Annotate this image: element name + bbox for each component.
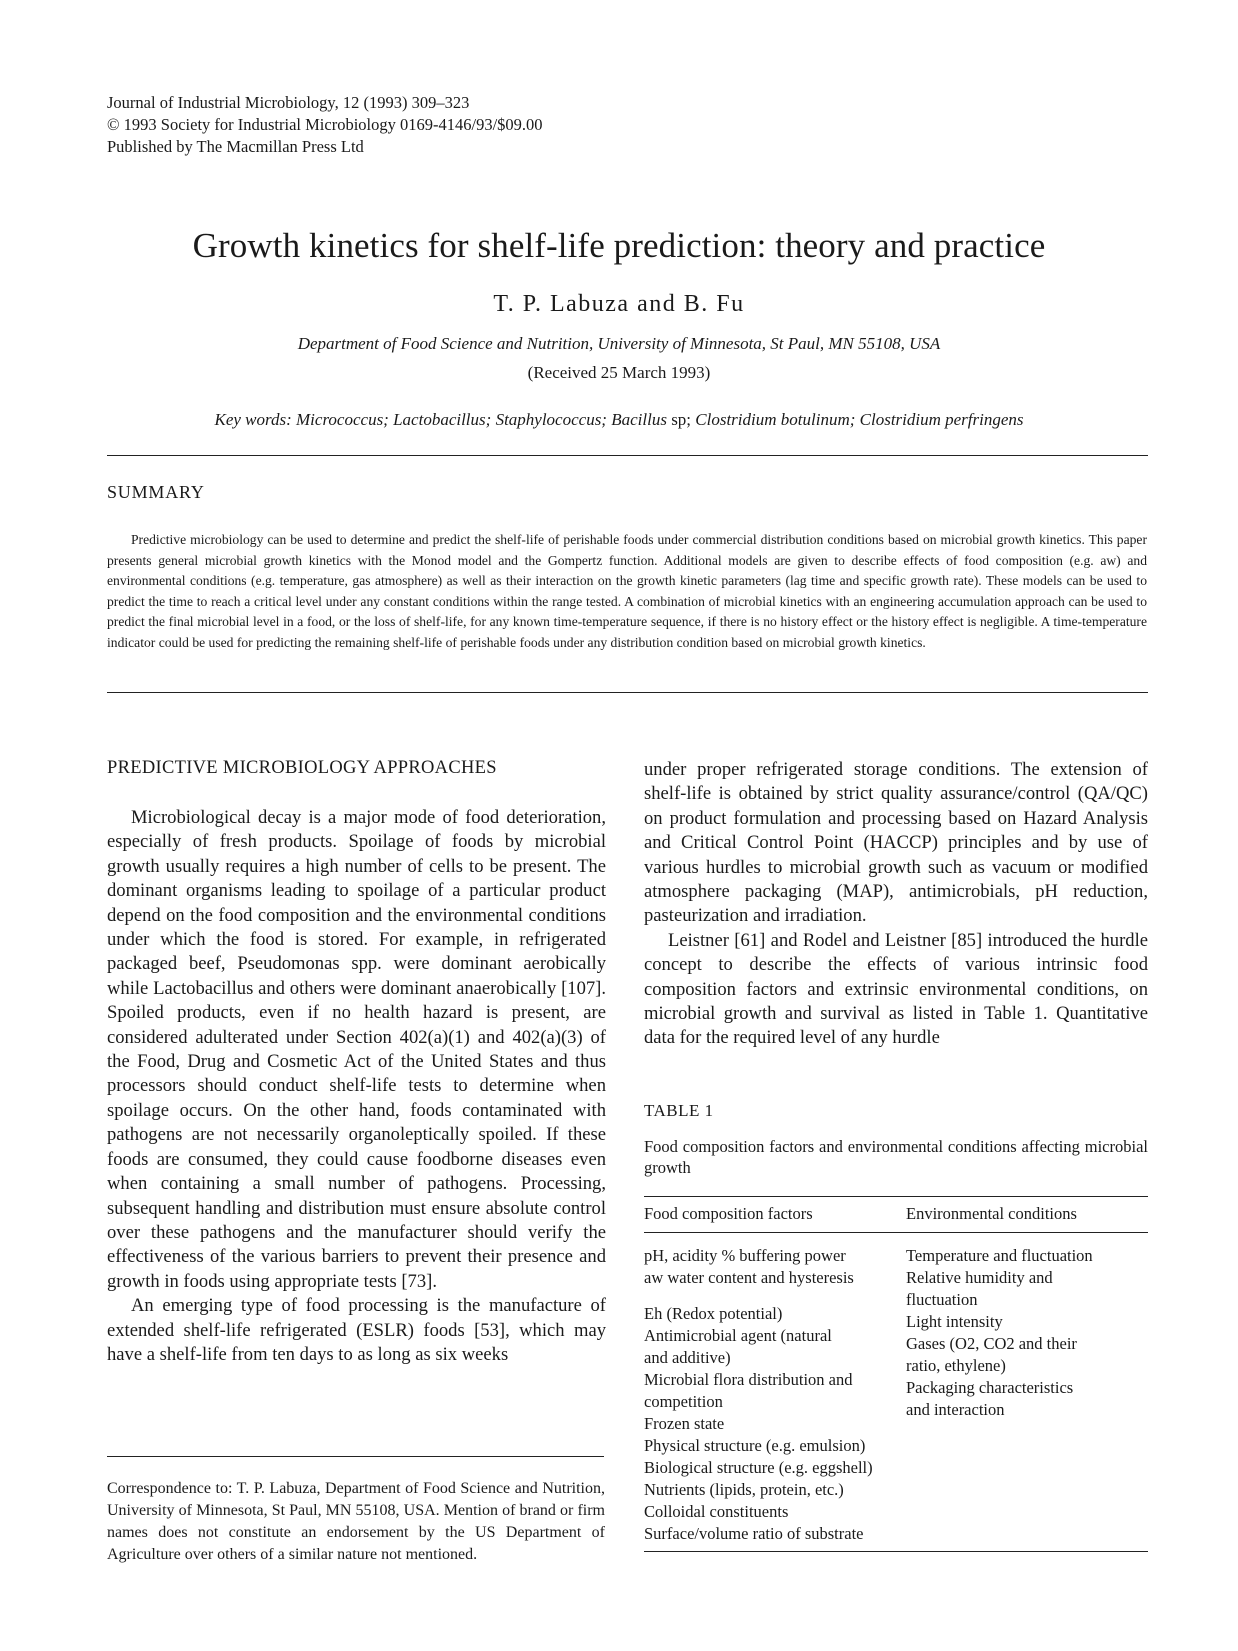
- paragraph: Leistner [61] and Rodel and Leistner [85] introduced the hurdle concept to describe the effects of various intrinsic food composition factors and extrinsic environmental conditions, on microbial growth and survival as listed in Table 1. Quantitative data for the required level of any hurdle: [644, 929, 1148, 1049]
- table-cell: Microbial flora distribution and: [644, 1370, 853, 1389]
- keyword: Staphylococcus;: [495, 410, 607, 429]
- keyword: Lactobacillus;: [393, 410, 492, 429]
- keyword: Bacillus: [611, 410, 667, 429]
- paper-title: Growth kinetics for shelf-life prediction: theory and practice: [192, 226, 1046, 265]
- right-column: [644, 758, 1148, 1051]
- table-cell: Biological structure (e.g. eggshell): [644, 1458, 873, 1477]
- footnote-divider: [107, 1456, 604, 1457]
- table-cell: Surface/volume ratio of substrate: [644, 1524, 864, 1543]
- keyword: Clostridium perfringens: [859, 410, 1024, 429]
- table-cell: Eh (Redox potential): [644, 1304, 783, 1323]
- table-cell: competition: [644, 1392, 723, 1411]
- environmental-conditions: [906, 1245, 1148, 1421]
- divider: [107, 455, 1148, 456]
- table-cell: Nutrients (lipids, protein, etc.): [644, 1480, 844, 1499]
- table-cell: Physical structure (e.g. emulsion): [644, 1436, 866, 1455]
- journal-header: [107, 92, 543, 158]
- affiliation: Department of Food Science and Nutrition, University of Minnesota, St Paul, MN 55108, USA: [297, 334, 941, 353]
- received-date: (Received 25 March 1993): [527, 363, 711, 382]
- journal-citation: Journal of Industrial Microbiology, 12 (1993) 309–323: [107, 93, 470, 112]
- publisher-line: Published by The Macmillan Press Ltd: [107, 137, 364, 156]
- table-cell: fluctuation: [906, 1290, 978, 1309]
- keyword: Clostridium botulinum;: [695, 410, 856, 429]
- keyword: Micrococcus;: [296, 410, 389, 429]
- table-cell: ratio, ethylene): [906, 1356, 1006, 1375]
- table-row: [644, 1233, 1148, 1552]
- table-cell: Light intensity: [906, 1312, 1003, 1331]
- table-cell: pH, acidity % buffering power: [644, 1246, 846, 1265]
- paragraph: under proper refrigerated storage conditions. The extension of shelf-life is obtained by strict quality assurance/control (QA/QC) on product formulation and processing based on Hazard Analysis and Critical Control Point (HACCP) principles and by use of various hurdles to microbial growth such as vacuum or modified atmosphere packaging (MAP), antimicrobials, pH reduction, pasteurization and irradiation.: [644, 759, 1148, 927]
- copyright-line: © 1993 Society for Industrial Microbiology 0169-4146/93/$09.00: [107, 115, 543, 134]
- summary-text: Predictive microbiology can be used to determine and predict the shelf-life of perishable foods under commercial distribution conditions based on microbial growth kinetics. This paper presents general microbial growth kinetics with the Monod model and the Gompertz function. Additional models are given to describe effects of food composition (e.g. aw) and environmental conditions (e.g. temperature, gas atmosphere) as well as their interaction on the growth kinetic parameters (lag time and specific growth rate). These models can be used to predict the time to reach a critical level under any constant conditions within the range tested. A combination of microbial kinetics with an engineering accumulation approach can be used to predict the final microbial level in a food, or the loss of shelf-life, for any known time-temperature sequence, if there is no history effect or the history effect is negligible. A time-temperature indicator could be used for predicting the remaining shelf-life of perishable foods under any distribution condition based on microbial growth kinetics.: [107, 532, 1147, 650]
- keywords: [0, 410, 1238, 430]
- table-cell: Colloidal constituents: [644, 1502, 789, 1521]
- left-column: [107, 806, 606, 1367]
- divider: [107, 692, 1148, 693]
- section-heading: PREDICTIVE MICROBIOLOGY APPROACHES: [107, 758, 497, 778]
- food-composition-factors: [644, 1245, 906, 1545]
- table-cell: Temperature and fluctuation: [906, 1246, 1093, 1265]
- authors: T. P. Labuza and B. Fu: [493, 291, 745, 317]
- table-cell: aw water content and hysteresis: [644, 1268, 854, 1287]
- table-cell: Gases (O2, CO2 and their: [906, 1334, 1077, 1353]
- column-header: Food composition factors: [644, 1204, 813, 1223]
- table-1: [644, 1196, 1148, 1552]
- table-cell: Relative humidity and: [906, 1268, 1053, 1287]
- table-caption: Food composition factors and environmental conditions affecting microbial growth: [644, 1137, 1148, 1177]
- paragraph: An emerging type of food processing is the manufacture of extended shelf-life refrigerated (ESLR) foods [53], which may have a shelf-life from ten days to as long as six weeks: [107, 1295, 606, 1365]
- table-cell: and additive): [644, 1348, 731, 1367]
- keywords-label: Key words:: [214, 410, 292, 429]
- summary-heading: SUMMARY: [107, 482, 205, 502]
- table-label: TABLE 1: [644, 1101, 714, 1120]
- correspondence-footnote: Correspondence to: T. P. Labuza, Department of Food Science and Nutrition, University of Minnesota, St Paul, MN 55108, USA. Mention of brand or firm names does not constitute an endorsement by the US Department of Agriculture over others of a similar nature not mentioned.: [107, 1480, 605, 1563]
- table-cell: Packaging characteristics: [906, 1378, 1074, 1397]
- table-header-row: [644, 1197, 1148, 1233]
- table-cell: Antimicrobial agent (natural: [644, 1326, 832, 1345]
- paragraph: Microbiological decay is a major mode of food deterioration, especially of fresh products. Spoilage of foods by microbial growth usually requires a high number of cells to be present. The dominant organisms leading to spoilage of a particular product depend on the food composition and the environmental conditions under which the food is stored. For example, in refrigerated packaged beef, Pseudomonas spp. were dominant aerobically while Lactobacillus and others were dominant anaerobically [107]. Spoiled products, even if no health hazard is present, are considered adulterated under Section 402(a)(1) and 402(a)(3) of the Food, Drug and Cosmetic Act of the United States and thus processors should conduct shelf-life tests to determine when spoilage occurs. On the other hand, foods contaminated with pathogens are not necessarily organoleptically spoiled. If these foods are consumed, they could cause foodborne diseases even when containing a small number of pathogens. Processing, subsequent handling and distribution must ensure absolute control over these pathogens and the manufacturer should verify the effectiveness of the various barriers to prevent their presence and growth in foods using appropriate tests [73].: [107, 807, 606, 1292]
- keyword: sp;: [671, 410, 692, 429]
- table-cell: and interaction: [906, 1400, 1005, 1419]
- table-cell: Frozen state: [644, 1414, 725, 1433]
- column-header: Environmental conditions: [906, 1204, 1077, 1223]
